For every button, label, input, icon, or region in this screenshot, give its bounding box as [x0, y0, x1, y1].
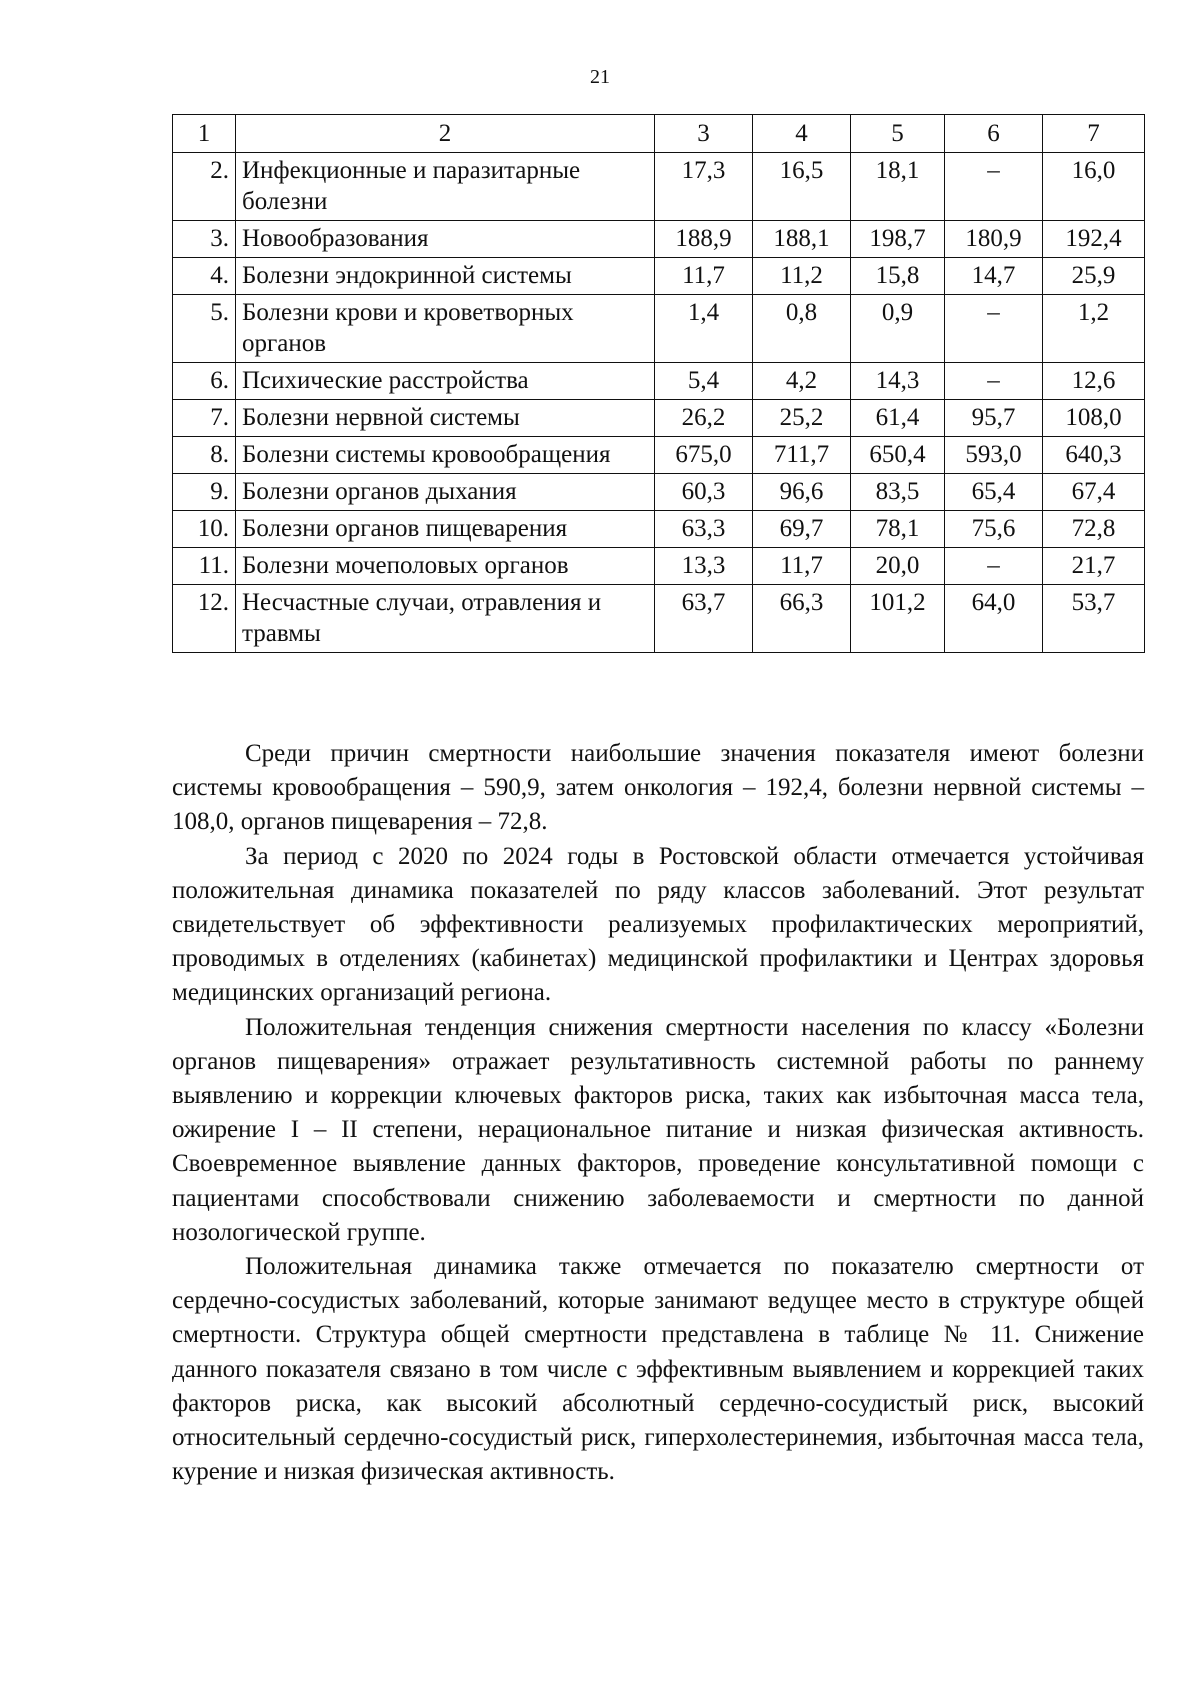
row-number: 6.: [173, 363, 236, 400]
table-cell: 25,9: [1043, 258, 1145, 295]
table-row: [173, 363, 1145, 400]
table-cell: 0,8: [753, 295, 851, 363]
column-header: 3: [655, 115, 753, 153]
table-cell: 21,7: [1043, 548, 1145, 585]
table-cell: 25,2: [753, 400, 851, 437]
paragraph: Среди причин смертности наибольшие значения показателя имеют болезни системы кровообращения – 590,9, затем онкология – 192,4, болезни нервной системы – 108,0, органов пищеварения – 72,8.: [172, 740, 1144, 836]
table-cell: 101,2: [851, 585, 945, 653]
table-row: [173, 437, 1145, 474]
row-number: 4.: [173, 258, 236, 295]
table-cell: 675,0: [655, 437, 753, 474]
body-text: [172, 737, 1144, 1489]
table-cell: 5,4: [655, 363, 753, 400]
table-row: [173, 548, 1145, 585]
table-cell: –: [945, 295, 1043, 363]
row-number: 3.: [173, 221, 236, 258]
row-number: 10.: [173, 511, 236, 548]
table-row: [173, 153, 1145, 221]
table-cell: 69,7: [753, 511, 851, 548]
table-cell: 4,2: [753, 363, 851, 400]
table-cell: 711,7: [753, 437, 851, 474]
disease-class: Болезни мочеполовых органов: [236, 548, 655, 585]
row-number: 11.: [173, 548, 236, 585]
disease-class: Болезни системы кровообращения: [236, 437, 655, 474]
table-cell: 67,4: [1043, 474, 1145, 511]
row-number: 12.: [173, 585, 236, 653]
row-number: 2.: [173, 153, 236, 221]
table-cell: 593,0: [945, 437, 1043, 474]
table-cell: 78,1: [851, 511, 945, 548]
table-cell: 26,2: [655, 400, 753, 437]
disease-class: Психические расстройства: [236, 363, 655, 400]
table-cell: 1,4: [655, 295, 753, 363]
column-header: 1: [173, 115, 236, 153]
row-number: 5.: [173, 295, 236, 363]
column-header: 5: [851, 115, 945, 153]
table-row: [173, 511, 1145, 548]
column-header: 7: [1043, 115, 1145, 153]
disease-class: Болезни органов дыхания: [236, 474, 655, 511]
table-cell: 108,0: [1043, 400, 1145, 437]
disease-class: Болезни нервной системы: [236, 400, 655, 437]
table-cell: 12,6: [1043, 363, 1145, 400]
table-cell: –: [945, 153, 1043, 221]
table-header-row: [173, 115, 1145, 153]
row-number: 8.: [173, 437, 236, 474]
table-cell: 75,6: [945, 511, 1043, 548]
page-number: 21: [590, 66, 610, 88]
table-cell: 15,8: [851, 258, 945, 295]
table-cell: 640,3: [1043, 437, 1145, 474]
table-cell: 180,9: [945, 221, 1043, 258]
table-cell: 66,3: [753, 585, 851, 653]
column-header: 2: [236, 115, 655, 153]
table-cell: 13,3: [655, 548, 753, 585]
column-header: 4: [753, 115, 851, 153]
table-row: [173, 474, 1145, 511]
table-cell: 95,7: [945, 400, 1043, 437]
row-number: 7.: [173, 400, 236, 437]
table-row: [173, 400, 1145, 437]
table-cell: 65,4: [945, 474, 1043, 511]
mortality-table: [172, 114, 1145, 653]
table-cell: 18,1: [851, 153, 945, 221]
table-cell: –: [945, 548, 1043, 585]
table-cell: 11,7: [655, 258, 753, 295]
column-header: 6: [945, 115, 1043, 153]
table-cell: 192,4: [1043, 221, 1145, 258]
table-cell: 64,0: [945, 585, 1043, 653]
table-cell: 17,3: [655, 153, 753, 221]
table-row: [173, 295, 1145, 363]
table-row: [173, 585, 1145, 653]
table-cell: 188,1: [753, 221, 851, 258]
table-cell: 14,7: [945, 258, 1043, 295]
table-row: [173, 221, 1145, 258]
table-cell: 14,3: [851, 363, 945, 400]
disease-class: Новообразования: [236, 221, 655, 258]
table-cell: 72,8: [1043, 511, 1145, 548]
table-cell: 20,0: [851, 548, 945, 585]
disease-class: Болезни эндокринной системы: [236, 258, 655, 295]
table-cell: 11,7: [753, 548, 851, 585]
table-cell: –: [945, 363, 1043, 400]
table-cell: 188,9: [655, 221, 753, 258]
disease-class: Болезни органов пищеварения: [236, 511, 655, 548]
table-cell: 63,3: [655, 511, 753, 548]
table-cell: 11,2: [753, 258, 851, 295]
paragraph: Положительная динамика также отмечается по показателю смертности от сердечно-сосудистых заболеваний, которые занимают ведущее место в структуре общей смертности. Структура общей смертности представлена в таблице № 11. Снижение данного показателя связано в том числе с эффективным выявлением и коррекцией таких факторов риска, как высокий абсолютный сердечно-сосудистый риск, высокий относительный сердечно-сосудистый риск, гиперхолестеринемия, избыточная масса тела, курение и низкая физическая активность.: [172, 1253, 1144, 1486]
table-cell: 53,7: [1043, 585, 1145, 653]
table-cell: 63,7: [655, 585, 753, 653]
table-cell: 198,7: [851, 221, 945, 258]
paragraph: Положительная тенденция снижения смертности населения по классу «Болезни органов пищеварения» отражает результативность системной работы по раннему выявлению и коррекции ключевых факторов риска, таких как избыточная масса тела, ожирение I – II степени, нерациональное питание и низкая физическая активность. Своевременное выявление данных факторов, проведение консультативной помощи с пациентами способствовали снижению заболеваемости и смертности по данной нозологической группе.: [172, 1013, 1144, 1246]
table-cell: 650,4: [851, 437, 945, 474]
table-cell: 61,4: [851, 400, 945, 437]
disease-class: Инфекционные и паразитарные болезни: [236, 153, 655, 221]
table-cell: 16,5: [753, 153, 851, 221]
disease-class: Несчастные случаи, отравления и травмы: [236, 585, 655, 653]
disease-class: Болезни крови и кроветворных органов: [236, 295, 655, 363]
table-cell: 0,9: [851, 295, 945, 363]
paragraph: За период с 2020 по 2024 годы в Ростовской области отмечается устойчивая положительная динамика показателей по ряду классов заболеваний. Этот результат свидетельствует об эффективности реализуемых профилактических мероприятий, проводимых в отделениях (кабинетах) медицинской профилактики и Центрах здоровья медицинских организаций региона.: [172, 842, 1144, 1007]
table-cell: 60,3: [655, 474, 753, 511]
row-number: 9.: [173, 474, 236, 511]
table-cell: 96,6: [753, 474, 851, 511]
table-row: [173, 258, 1145, 295]
table-cell: 1,2: [1043, 295, 1145, 363]
table-cell: 16,0: [1043, 153, 1145, 221]
table-cell: 83,5: [851, 474, 945, 511]
